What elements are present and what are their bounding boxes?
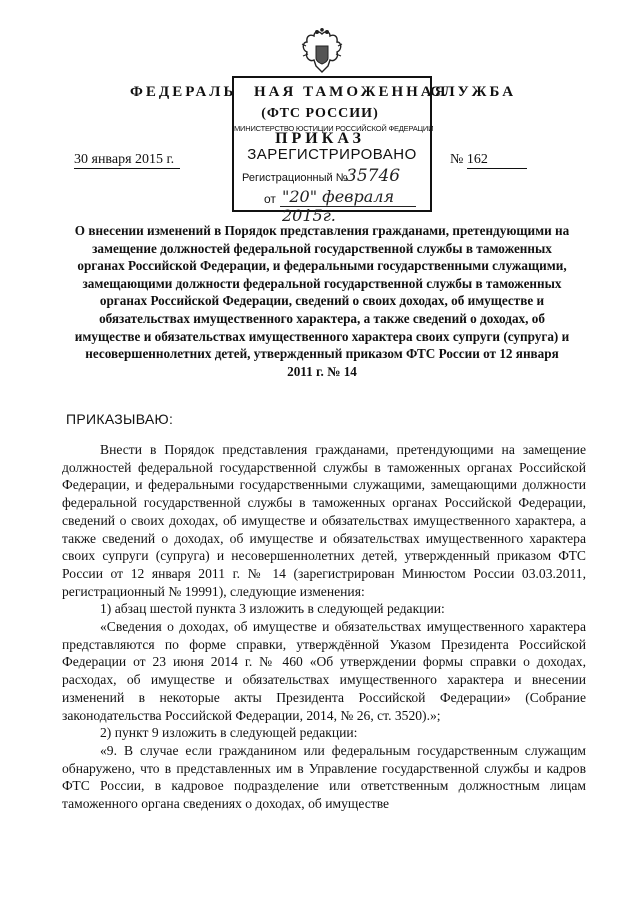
registration-stamp (232, 76, 434, 225)
body-paragraph: 1) абзац шестой пункта 3 изложить в следующей редакции: (100, 601, 445, 617)
stamp-ministry: МИНИСТЕРСТВО ЮСТИЦИИ РОССИЙСКОЙ ФЕДЕРАЦИИ (234, 124, 434, 133)
agency-name-part2: НАЯ ТАМОЖЕННАЯ (254, 84, 449, 100)
order-number-label: № (450, 152, 464, 167)
body-paragraph: Внести в Порядок представления гражданами, претендующими на замещение должностей федеральной государственной службы в таможенных органах Российской Федерации, и федеральными государственными служащими, замещающими должности федеральной государственной службы в таможенных органах Российской Федерации, сведений о своих доходах, об имуществе и обязательствах имущественного характера, а также сведений о доходах, об имуществе и обязательствах имущественного характера своих супруги (супруга) и несовершеннолетних детей, утвержденный приказом ФТС России от 12 января 2011 г. № 14 (зарегистрирован Минюстом России 03.03.2011, регистрационный № 19991), следующие изменения: (62, 442, 586, 599)
order-word: ПРИКАЗЫВАЮ: (66, 411, 174, 427)
stamp-date-underline (280, 206, 416, 207)
stamp-date: "20" февраля 2015г. (282, 187, 395, 225)
agency-name-part1: ФЕДЕРАЛЬ (130, 84, 237, 100)
body-paragraph: «Сведения о доходах, об имуществе и обязательствах имущественного характера представляются по форме справки, утверждённой Указом Президента Российской Федерации от 23 июня 2014 г. № 460 «Об утверждении формы справки о доходах, расходах, об имуществе и обязательствах имущественного характера и внесении изменений в некоторые акты Президента Российской Федерации» (Собрание законодательства Российской Федерации, 2014, № 26, ст. 3520).»; (62, 619, 586, 723)
order-number-value: 162 (467, 152, 527, 169)
stamp-registration-label: Регистрационный № (242, 172, 348, 184)
agency-name-part3: СЛУЖБА (430, 84, 517, 100)
body-paragraph: «9. В случае если гражданином или федеральным государственным служащим обнаружено, что в представленных им в Управление государственной службы и кадров ФТС России, в кадровое подразделение или ответственным должностным лицам таможенного органа сведениях о доходах, об имуществе (62, 742, 586, 812)
stamp-registration-number: 35746 (346, 166, 401, 186)
stamp-registered: ЗАРЕГИСТРИРОВАНО (247, 146, 417, 163)
body-paragraph: 2) пункт 9 изложить в следующей редакции: (100, 725, 358, 741)
order-title: ПРИКАЗ (275, 130, 365, 147)
document-body (62, 441, 586, 813)
order-date: 30 января 2015 г. (74, 152, 180, 169)
coat-of-arms-icon (300, 28, 344, 76)
order-number (450, 152, 527, 169)
agency-abbreviation: (ФТС РОССИИ) (261, 106, 379, 121)
stamp-date-label: от (264, 192, 276, 206)
document-heading: О внесении изменений в Порядок представления гражданами, претендующими на замещение должностей федеральной государственной службы в таможенных органах Российской Федерации, и федеральными государственными служащими, замещающими должности федеральной государственной службы в таможенных органах Российской Федерации, сведений о своих доходах, об имуществе и обязательствах имущественного характера, а также сведений о доходах, об имуществе и обязательствах имущественного характера своих супруги (супруга) и несовершеннолетних детей, утвержденный приказом ФТС России от 12 января 2011 г. № 14 (74, 223, 570, 379)
